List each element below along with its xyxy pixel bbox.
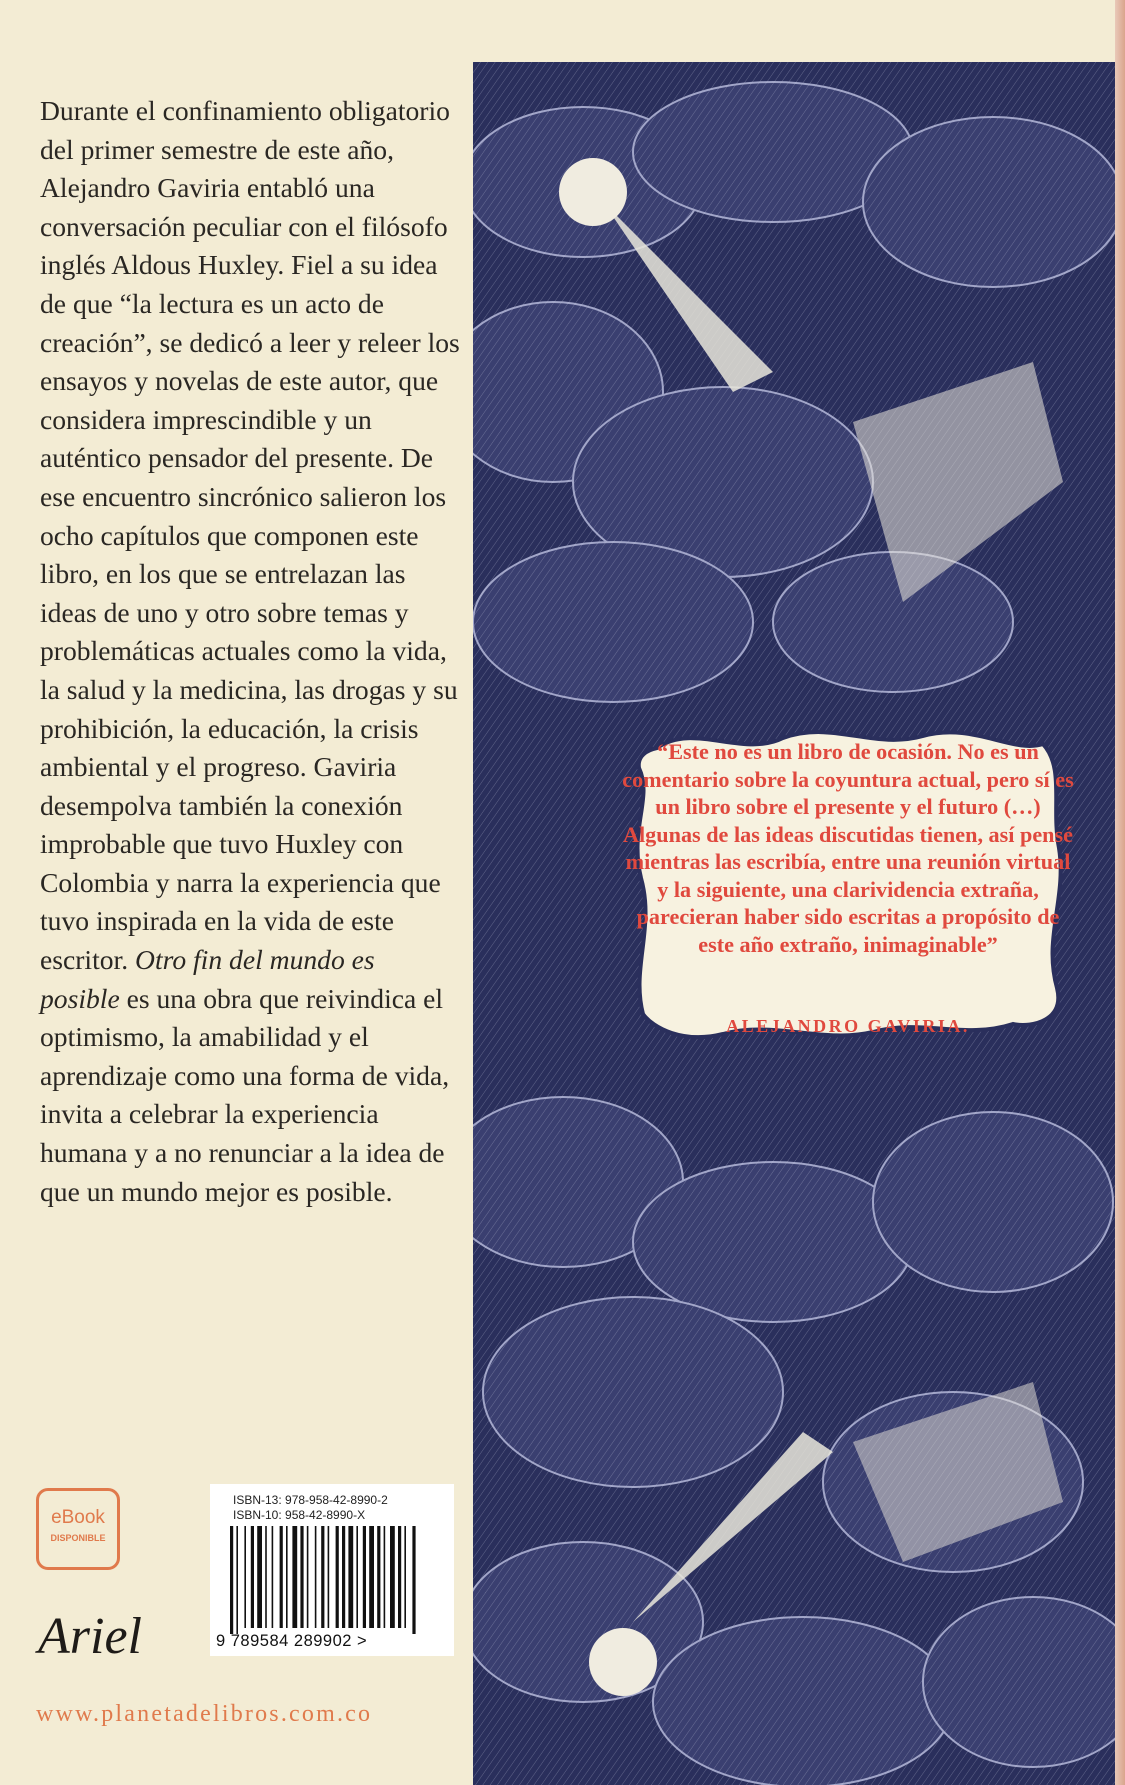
ebook-label: eBook [51, 1507, 105, 1528]
book-title-italic: Otro fin del mundo es posible [40, 944, 375, 1014]
isbn-barcode-block [210, 1484, 454, 1656]
synopsis-text [40, 92, 460, 1211]
ebook-sublabel: DISPONIBLE [50, 1533, 106, 1543]
quote-attribution: ALEJANDRO GAVIRIA. [726, 1016, 970, 1036]
cover-edge [1115, 0, 1125, 1785]
barcode-digits: 9 789584 289902 > [216, 1632, 368, 1650]
isbn-13-text: ISBN-13: 978-958-42-8990-2 [233, 1493, 388, 1507]
isbn-10-text: ISBN-10: 958-42-8990-X [233, 1508, 366, 1522]
synopsis-part-2: es una obra que reivindica el optimismo, la amabilidad y el aprendizaje como una forma de vida, invita a celebrar la experiencia humana y a no renunciar a la idea de que un mundo mejor es posible. [40, 982, 450, 1207]
barcode-icon [210, 1484, 454, 1656]
synopsis-part-1: Durante el confinamiento obligatorio del primer semestre de este año, Alejandro Gaviria entabló una conversación peculiar con el filósofo inglés Aldous Huxley. Fiel a su idea de que “la lectura es un acto de creación”, se dedicó a leer y releer los ensayos y novelas de este autor, que considera imprescindible y un auténtico pensador del presente. De ese encuentro sincrónico salieron los ocho capítulos que componen este libro, en los que se entrelazan las ideas de uno y otro sobre temas y problemáticas actuales como la vida, la salud y la medicina, las drogas y su prohibición, la educación, la crisis ambiental y el progreso. Gaviria desempolva también la conexión improbable que tuvo Huxley con Colombia y narra la experiencia que tuvo inspirada en la vida de este escritor. [40, 95, 460, 976]
author-quote: “Este no es un libro de ocasión. No es un comentario sobre la coyuntura actual, pero sí es un libro sobre el presente y el futuro (…) Algunas de las ideas discutidas tienen, así pensé mientras las escribía, entre una reunión virtual y la siguiente, una clarividencia extraña, parecieran haber sido escritas a propósito de este año extraño, inimaginable” [622, 739, 1074, 957]
ebook-available-badge [36, 1488, 120, 1570]
publisher-logo: Ariel [38, 1608, 142, 1665]
publisher-website: www.planetadelibros.com.co [36, 1701, 373, 1727]
